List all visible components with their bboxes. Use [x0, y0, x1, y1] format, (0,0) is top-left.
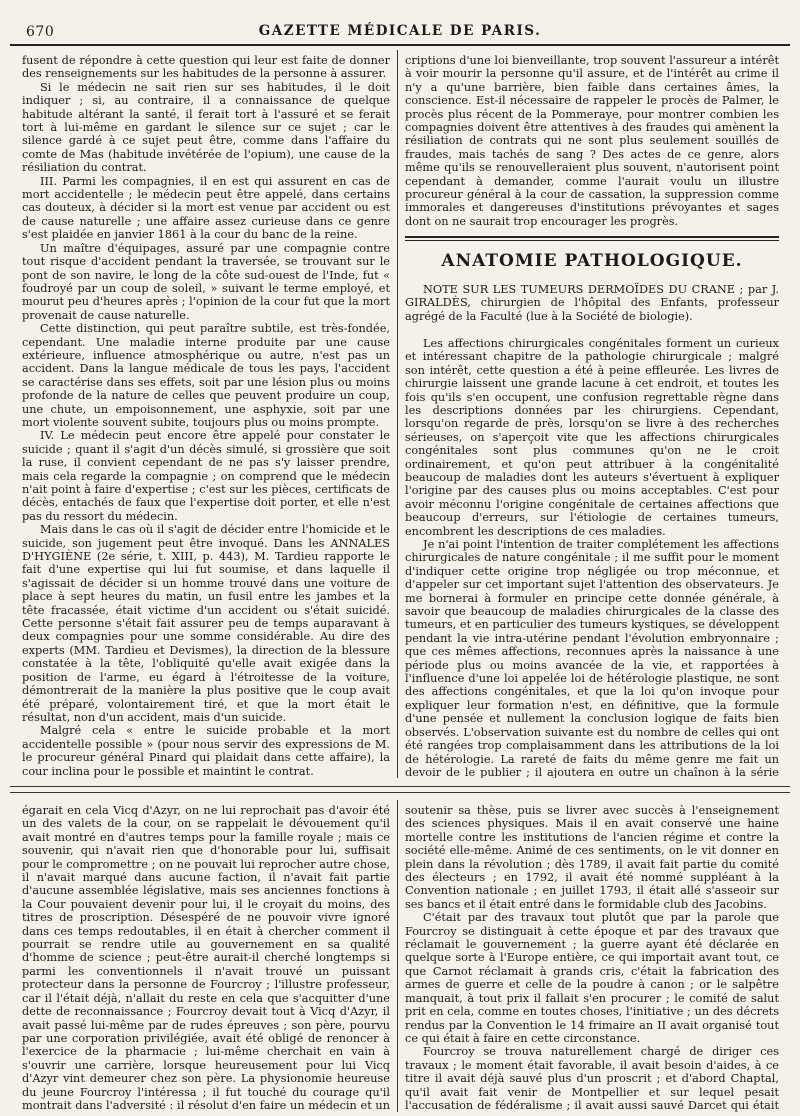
upper-right-column [405, 54, 779, 778]
paragraph: soutenir sa thèse, puis se livrer avec succès à l'enseignement des sciences physiques. Mais il en avait conservé une haine mortelle contre les institutions de l'ancien régime et contre la société elle-même. Animé de ces sentiments, on le vit donner en plein dans la révolution ; dès 1789, il avait fait partie du comité des électeurs ; en 1792, il avait été nommé suppléant à la Convention nationale ; en juillet 1793, il était allé s'asseoir sur ses bancs et il était entré dans le formidable club des Jacobins. [405, 804, 779, 911]
paragraph: Je n'ai point l'intention de traiter complétement les affections chirurgicales de nature congénitale ; il me suffit pour le moment d'indiquer cette origine trop négligée ou trop méconnue, et d'appeler sur cet important sujet l'attention des observateurs. Je me bornerai à formuler en principe cette donnée générale, à savoir que beaucoup de maladies chirurgicales de la classe des tumeurs, et en particulier des tumeurs kystiques, se développent pendant la vie intra-utérine pendant l'évolution embryonnaire ; que ces mêmes affections, reconnues après la naissance à une période plus ou moins avancée de la vie, et rapportées à l'influence d'une loi appelée loi de hétérologie plastique, ne sont des affections congénitales, et que la loi qu'on invoque pour expliquer leur formation n'est, en définitive, que la formule d'une pensée et nullement la conclusion logique de faits bien observés. L'observation suivante est du nombre de celles qui ont été rangées trop complaisamment dans les attributions de la loi de hétérologie. La rareté de faits du même genre me fait un devoir de le publier ; il ajoutera en outre un chaînon à la série [405, 538, 779, 778]
paragraph: C'était par des travaux tout plutôt que par la parole que Fourcroy se distinguait à cette époque et par des travaux que réclamait le gouvernement ; la guerre ayant été déclarée en quelque sorte à l'Europe entière, ce qui importait avant tout, ce que Carnot réclamait à grands cris, c'était la fabrication des armes de guerre et celle de la poudre à canon ; or le salpêtre manquait, à tout prix il fallait s'en procurer ; le comité de salut prit en cela, comme en toutes choses, l'initiative ; un des décrets rendus par la Convention le 14 frimaire an II avait organisé tout ce qui était à faire en cette circonstance. [405, 911, 779, 1045]
paragraph: Mais dans le cas où il s'agit de décider entre l'homicide et le suicide, son jugement peut être invoqué. Dans les ANNALES D'HYGIÈNE (2e série, t. XIII, p. 443), M. Tardieu rapporte le fait d'une expertise qui lui fut soumise, et dans laquelle il s'agissait de décider si un homme trouvé dans une voiture de place à sept heures du matin, un fusil entre les jambes et la tête fracassée, était victime d'un accident ou s'était suicidé. Cette personne s'était fait assurer peu de temps auparavant à deux compagnies pour une somme considérable. Au dire des experts (MM. Tardieu et Devismes), la direction de la blessure constatée à la tête, l'obliquité qu'elle avait exigée dans la position de l'arme, eu égard à l'étroitesse de la voiture, démontrerait de la manière la plus positive que le coup avait été préparé, volontairement tiré, et que la mort était le résultat, non d'un accident, mais d'un suicide. [22, 523, 390, 724]
paragraph: III. Parmi les compagnies, il en est qui assurent en cas de mort accidentelle ; le médecin peut être appelé, dans certains cas douteux, à décider si la mort est venue par accident ou est de cause naturelle ; une affaire assez curieuse dans ce genre s'est plaidée en janvier 1861 à la cour du banc de la reine. [22, 174, 390, 242]
section-title: ANATOMIE PATHOLOGIQUE. [441, 251, 743, 272]
paragraph: criptions d'une loi bienveillante, trop souvent l'assureur a intérêt à voir mourir la personne qu'il assure, et de l'intérêt au crime il n'y a qu'une barrière, bien faible dans certaines âmes, la conscience. Est-il nécessaire de rappeler le procès de Palmer, le procès plus récent de la Pommeraye, pour montrer combien les compagnies doivent être attentives à des fraudes qui amènent la résiliation de contrats qui ne sont plus seulement souillés de fraudes, mais tachés de sang ? Des actes de ce genre, alors même qu'ils se renouvelleraient plus souvent, n'autorisent point cependant à demander, comme l'aurait voulu un illustre procureur général à la cour de cassation, la suppression comme immorales et dangereuses d'institutions prévoyantes et sages dont on ne saurait trop encourager les progrès. [405, 54, 779, 228]
paragraph: égarait en cela Vicq d'Azyr, on ne lui reprochait pas d'avoir été un des valets de la cour, on se rappelait le dévouement qu'il avait montré en d'autres temps pour la famille royale ; mais ce souvenir, qui n'avait rien que d'honorable pour lui, suffisait pour le compromettre ; on ne pouvait lui reprocher autre chose, il n'avait marqué dans aucune faction, il n'avait fait partie d'aucune assemblée législative, mais ses anciennes fonctions à la Cour pouvaient devenir pour lui, il le croyait du moins, des titres de proscription. Désespéré de ne pouvoir vivre ignoré dans ces temps redoutables, il en était à chercher comment il pourrait se rendre utile au gouvernement en sa qualité d'homme de science ; peut-être aurait-il cherché longtemps si parmi les conventionnels il n'avait trouvé un puissant protecteur dans la personne de Fourcroy ; l'illustre professeur, car il l'était déjà, n'allait du reste en cela que s'acquitter d'une dette de reconnaissance ; Fourcroy devait tout à Vicq d'Azyr, il avait passé lui-même par de rudes épreuves ; son père, pourvu par une corporation privilégiée, avait été obligé de renoncer à l'exercice de la pharmacie ; lui-même cherchait en vain à s'ouvrir une carrière, lorsque heureusement pour lui Vicq d'Azyr vint demeurer chez son père. La physionomie heureuse du jeune Fourcroy l'intéressa ; il fut touché du courage qu'il montrait dans l'adversité : il résolut d'en faire un médecin et un [22, 804, 390, 1112]
page-header [10, 22, 790, 46]
article-note: NOTE SUR LES TUMEURS DERMOÏDES DU CRANE ; par J. GIRALDÈS, chirurgien de l'hôpital des Enfants, professeur agrégé de la Faculté (lue à la Société de biologie). [405, 282, 779, 323]
lower-right-column [405, 804, 779, 1112]
paragraph: Malgré cela « entre le suicide probable et la mort accidentelle possible » (pour nous servir des expressions de M. le procureur général Pinard qui plaidait dans cette affaire), la cour inclina pour le possible et maintint le contrat. [22, 724, 390, 778]
section-divider-bottom [10, 792, 790, 793]
section-rule-thin [405, 240, 779, 241]
lower-left-column [22, 804, 390, 1112]
paragraph: Fourcroy se trouva naturellement chargé de diriger ces travaux ; le moment était favorable, il avait besoin d'aides, à ce titre il avait déjà sauvé plus d'un proscrit ; et d'abord Chaptal, qu'il avait fait venir de Montpellier et sur lequel pesait l'accusation de fédéralisme ; il avait aussi sauvé Darcet qui était [405, 1045, 779, 1112]
paragraph: Si le médecin ne sait rien sur ses habitudes, il le doit indiquer ; si, au contraire, il a connaissance de quelque habitude altérant la santé, il ferait tort à l'assuré et se ferait tort à lui-même en gardant le silence sur ce sujet ; car le silence gardé à ce sujet peut être, comme dans l'affaire du comte de Mas (habitude invétérée de l'opium), une cause de la résiliation du contrat. [22, 80, 390, 175]
paragraph: Les affections chirurgicales congénitales forment un curieux et intéressant chapitre de la pathologie chirurgicale ; malgré son intérêt, cette question a été à peine effleurée. Les livres de chirurgie laissent une grande lacune à cet endroit, et toutes les fois qu'ils s'en occupent, une confusion regrettable règne dans les descriptions données par les chirurgiens. Cependant, lorsqu'on regarde de près, lorsqu'on se livre à des recherches sérieuses, on s'aperçoit vite que les affections chirurgicales congénitales sont plus communes qu'on ne le croit ordinairement, et qu'on peut attribuer à la congénitalité beaucoup de maladies dont les auteurs s'évertuent à expliquer l'origine par des causes plus ou moins acceptables. C'est pour avoir méconnu l'origine congénitale de certaines affections que beaucoup d'erreurs, sur l'étiologie de certaines tumeurs, encombrent les descriptions de ces maladies. [405, 336, 779, 538]
column-divider-lower [397, 800, 398, 1112]
paragraph: Un maître d'équipages, assuré par une compagnie contre tout risque d'accident pendant la traversée, se trouvant sur le pont de son navire, le long de la côte sud-ouest de l'Inde, fut « foudroyé par un coup de soleil, » suivant le terme employé, et mourut peu d'heures après ; l'opinion de la cour fut que la mort provenait de cause naturelle. [22, 241, 390, 322]
paragraph: IV. Le médecin peut encore être appelé pour constater le suicide ; quant il s'agit d'un décès simulé, si grossière que soit la ruse, il convient cependant de ne pas s'y laisser prendre, mais cela regarde la compagnie ; on comprend que le médecin n'ait point à faire d'expertise ; c'est sur les pièces, certificats de décès, entachés de faux que l'expertise doit porter, et elle n'est pas du ressort du médecin. [22, 429, 390, 523]
section-divider-top [10, 786, 790, 787]
column-divider-upper [397, 50, 398, 778]
paragraph: Cette distinction, qui peut paraître subtile, est très-fondée, cependant. Une maladie interne produite par une cause extérieure, influence atmosphérique ou autre, n'est pas un accident. Dans la langue médicale de tous les pays, l'accident se caractérise dans ses effets, soit par une lésion plus ou moins profonde de la nature de celles que peuvent produire un coup, une chute, un empoisonnement, une asphyxie, soit par une mort violente souvent subite, toujours plus ou moins prompte. [22, 322, 390, 429]
section-rule [405, 236, 779, 238]
upper-left-column [22, 54, 390, 778]
journal-title: GAZETTE MÉDICALE DE PARIS. [258, 23, 542, 39]
paragraph: fusent de répondre à cette question qui leur est faite de donner des renseignements sur les habitudes de la personne à assurer. [22, 54, 390, 81]
page-number: 670 [26, 24, 55, 40]
